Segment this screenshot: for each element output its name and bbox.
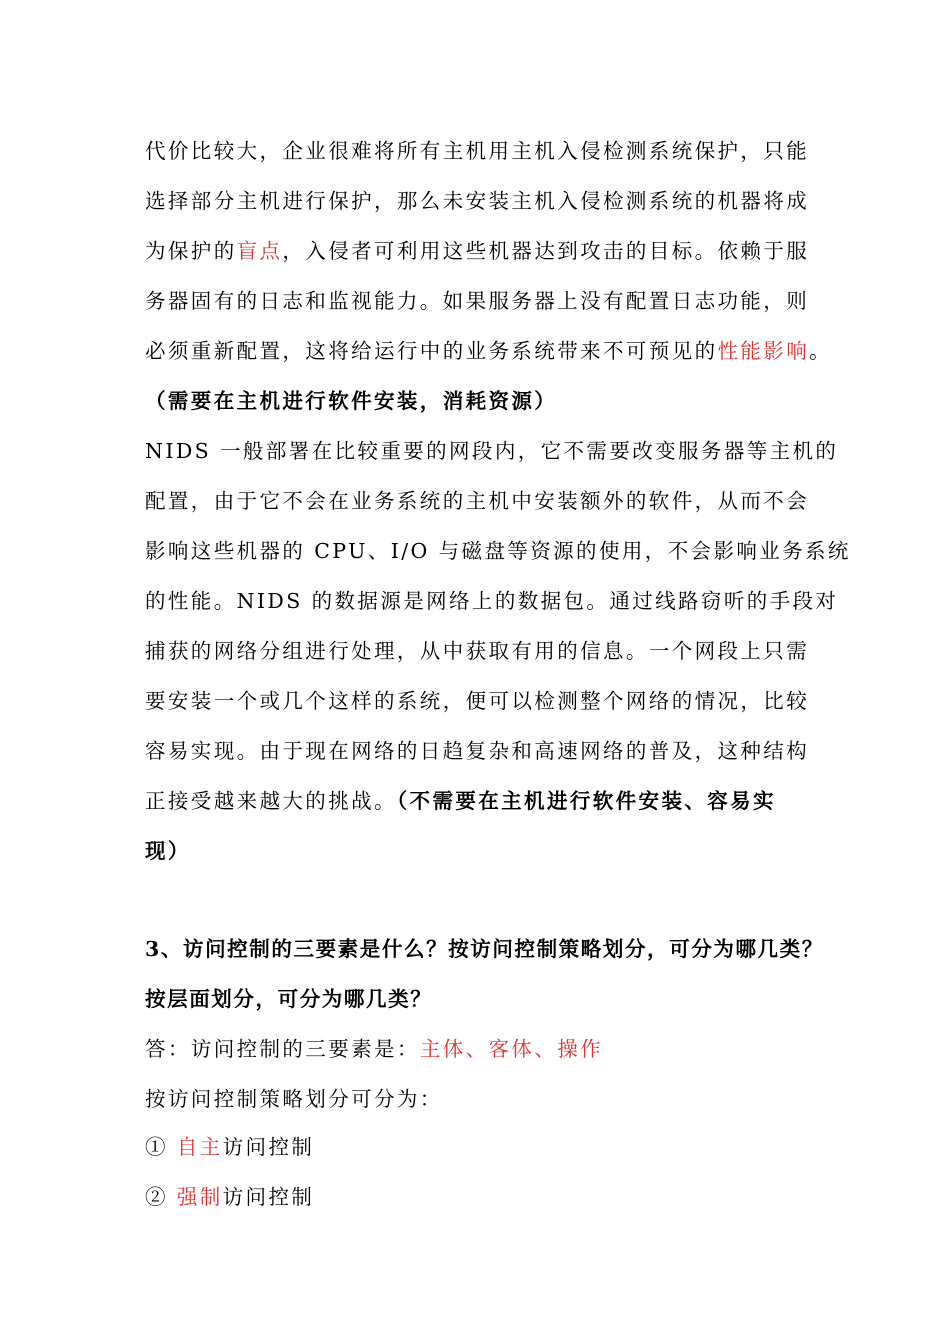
p2-line-3 xyxy=(145,538,851,564)
text: 。 xyxy=(809,339,833,363)
p1-line-3 xyxy=(145,238,809,264)
p2-line-8 xyxy=(145,788,776,814)
highlight-text: 主体、客体、操作 xyxy=(419,1037,604,1061)
text: ，入侵者可利用这些机器达到攻击的目标。依赖于服 xyxy=(282,239,810,263)
highlight-text: 强制 xyxy=(176,1185,223,1209)
text: 影响这些机器的 CPU、I/O 与磁盘等资源的使用，不会影响业务系统 xyxy=(145,539,851,563)
text: 按层面划分，可分为哪几类？ xyxy=(145,987,433,1011)
text: 访问控制 xyxy=(222,1135,315,1159)
text: 正接受越来越大的挑战。 xyxy=(145,789,397,813)
text: 的性能。NIDS 的数据源是网络上的数据包。通过线路窃听的手段对 xyxy=(145,589,839,613)
p1-line-2 xyxy=(145,188,809,214)
p2-line-1 xyxy=(145,438,838,464)
text: （需要在主机进行软件安装，消耗资源） xyxy=(145,389,558,413)
question-title-line-2 xyxy=(145,986,432,1012)
highlight-text: 性能影响 xyxy=(717,339,810,363)
list-item xyxy=(145,1134,314,1160)
list-marker: ① xyxy=(145,1135,168,1159)
list-item xyxy=(145,1184,314,1210)
p1-line-1 xyxy=(145,138,809,164)
text: 代价比较大，企业很难将所有主机用主机入侵检测系统保护，只能 xyxy=(145,139,810,163)
p2-line-5 xyxy=(145,638,809,664)
text: NIDS 一般部署在比较重要的网段内，它不需要改变服务器等主机的 xyxy=(145,439,839,463)
text: 答：访问控制的三要素是： xyxy=(145,1037,420,1061)
text: 按访问控制策略划分可分为： xyxy=(145,1087,443,1111)
text: 配置，由于它不会在业务系统的主机中安装额外的软件，从而不会 xyxy=(145,489,810,513)
p2-line-2 xyxy=(145,488,809,514)
text: 捕获的网络分组进行处理，从中获取有用的信息。一个网段上只需 xyxy=(145,639,810,663)
text: 访问控制 xyxy=(222,1185,315,1209)
text: 容易实现。由于现在网络的日趋复杂和高速网络的普及，这种结构 xyxy=(145,739,810,763)
text: 为保护的 xyxy=(145,239,237,263)
list-marker: ② xyxy=(145,1185,168,1209)
text: 要安装一个或几个这样的系统，便可以检测整个网络的情况，比较 xyxy=(145,689,810,713)
p2-line-7 xyxy=(145,738,809,764)
text: 必须重新配置，这将给运行中的业务系统带来不可预见的 xyxy=(145,339,718,363)
highlight-text: 自主 xyxy=(176,1135,223,1159)
policy-intro xyxy=(145,1086,443,1112)
p1-line-4 xyxy=(145,288,809,314)
text: 务器固有的日志和监视能力。如果服务器上没有配置日志功能，则 xyxy=(145,289,810,313)
p1-line-5 xyxy=(145,338,832,364)
p2-line-4 xyxy=(145,588,838,614)
text: 3、访问控制的三要素是什么？按访问控制策略划分，可分为哪几类？ xyxy=(145,937,824,961)
text: 选择部分主机进行保护，那么未安装主机入侵检测系统的机器将成 xyxy=(145,189,810,213)
highlight-text: 盲点 xyxy=(236,239,283,263)
answer-line xyxy=(145,1036,603,1062)
question-title-line-1 xyxy=(145,936,824,962)
p2-line-6 xyxy=(145,688,809,714)
bold-text: （不需要在主机进行软件安装、容易实 xyxy=(396,789,776,813)
bold-text: 现） xyxy=(145,839,191,863)
p1-note xyxy=(145,388,557,414)
p2-line-9 xyxy=(145,838,191,864)
